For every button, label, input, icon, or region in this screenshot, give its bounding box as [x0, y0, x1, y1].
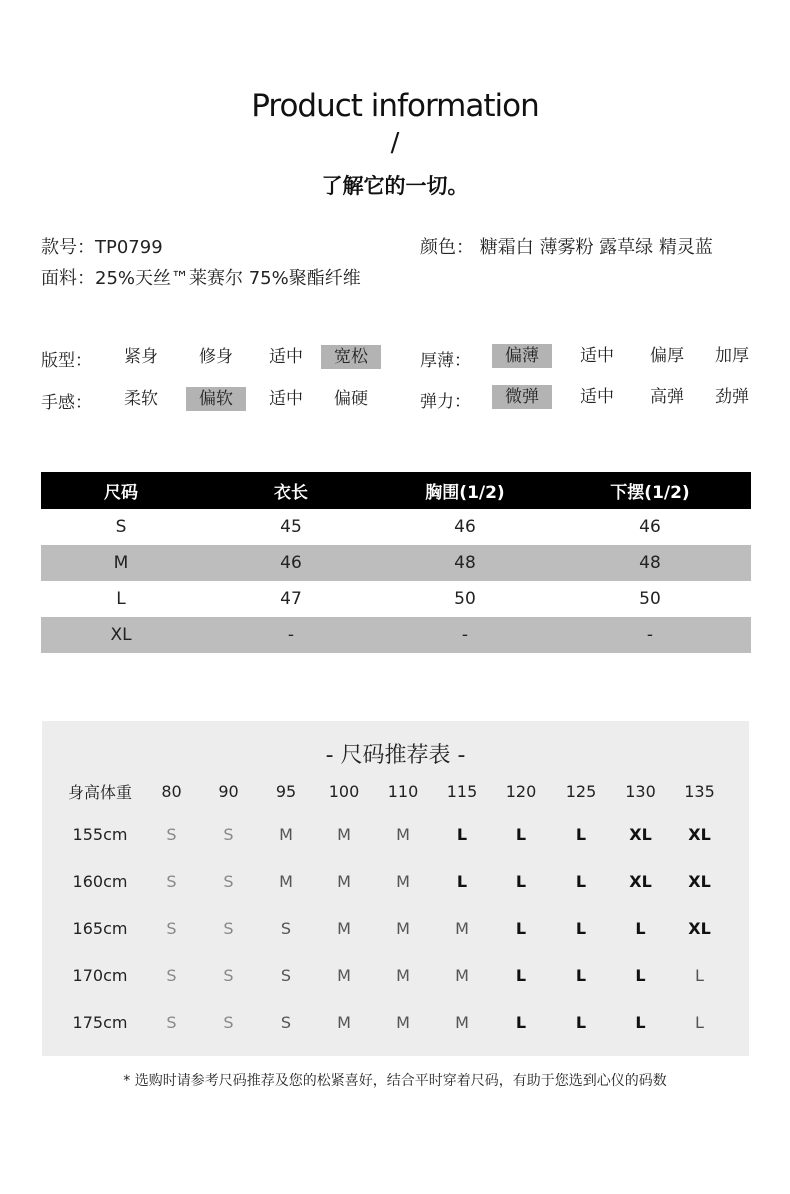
- weight-header-cell: 100: [328, 781, 360, 801]
- page-subtitle: 了解它的一切。: [321, 174, 469, 198]
- weight-header-cell: 115: [446, 781, 478, 801]
- size-cell: S: [166, 966, 177, 985]
- size-cell: S: [223, 872, 234, 891]
- feel-label: 手感：: [41, 393, 92, 413]
- table-cell: 46: [201, 545, 381, 581]
- weight-header-cell: 130: [625, 781, 656, 801]
- fit-option: 修身: [199, 347, 233, 367]
- size-chart-header-cell: 尺码: [41, 472, 201, 509]
- table-row: [41, 617, 751, 653]
- feel-option: 偏硬: [334, 389, 368, 409]
- table-cell: 50: [639, 589, 661, 609]
- size-cell: L: [575, 919, 587, 938]
- table-cell: S: [115, 517, 127, 537]
- weight-header-cell: 110: [387, 781, 419, 801]
- height-cell: 165cm: [72, 919, 128, 938]
- thickness-option: 加厚: [715, 346, 749, 366]
- size-cell: L: [515, 966, 527, 985]
- fabric-composition: 面料：25%天丝™莱赛尔 75%聚酯纤维: [41, 268, 361, 289]
- size-cell: L: [515, 872, 527, 891]
- size-cell: S: [280, 919, 292, 938]
- size-cell: L: [515, 919, 527, 938]
- title-divider: /: [390, 128, 400, 158]
- size-chart-header-cell: 胸围(1/2): [381, 472, 549, 509]
- size-cell: L: [695, 1013, 704, 1032]
- feel-option: 适中: [269, 389, 303, 409]
- size-cell: S: [223, 1013, 234, 1032]
- size-cell: L: [515, 825, 527, 844]
- size-cell: M: [279, 825, 293, 844]
- weight-header-cell: 95: [275, 781, 297, 801]
- size-chart: [41, 472, 751, 653]
- weight-header-cell: 120: [505, 781, 537, 801]
- thickness-option: 偏薄: [492, 344, 552, 368]
- thickness-option: 适中: [580, 346, 614, 366]
- size-cell: M: [396, 966, 410, 985]
- size-cell: XL: [629, 825, 652, 844]
- table-cell: -: [381, 617, 549, 653]
- size-cell: L: [515, 1013, 527, 1032]
- table-row: [41, 545, 751, 581]
- height-cell: 155cm: [72, 825, 128, 844]
- table-row: [41, 581, 751, 617]
- table-row: [57, 905, 729, 952]
- stretch-option: 高弹: [650, 387, 684, 407]
- thickness-label: 厚薄：: [420, 351, 471, 371]
- size-cell: L: [575, 966, 587, 985]
- size-cell: XL: [688, 872, 711, 891]
- size-cell: S: [166, 825, 177, 844]
- size-cell: M: [396, 825, 410, 844]
- size-cell: M: [337, 872, 351, 891]
- table-cell: L: [116, 589, 126, 609]
- height-weight-header: 身高体重: [67, 782, 132, 802]
- table-row: [57, 811, 729, 858]
- table-cell: 46: [639, 517, 661, 537]
- height-cell: 170cm: [72, 966, 128, 985]
- size-cell: L: [635, 919, 646, 938]
- table-row: [57, 952, 729, 999]
- stretch-option: 适中: [580, 387, 614, 407]
- size-cell: L: [635, 966, 646, 985]
- table-cell: -: [201, 617, 381, 653]
- size-cell: L: [575, 825, 587, 844]
- size-cell: M: [396, 872, 410, 891]
- size-cell: S: [280, 966, 292, 985]
- size-cell: L: [456, 825, 468, 844]
- table-cell: 48: [381, 545, 549, 581]
- weight-header-cell: 125: [565, 781, 597, 801]
- size-cell: M: [337, 1013, 351, 1032]
- weight-header-cell: 80: [161, 781, 182, 801]
- table-cell: 47: [280, 589, 302, 609]
- size-cell: M: [337, 966, 351, 985]
- size-cell: XL: [688, 825, 711, 844]
- stretch-option: 劲弹: [715, 387, 749, 407]
- size-chart-header: [41, 472, 751, 509]
- height-cell: 160cm: [72, 872, 128, 891]
- size-recommendation-panel: [42, 721, 749, 1056]
- page-title: Product information: [251, 88, 539, 124]
- size-cell: L: [575, 872, 587, 891]
- size-cell: L: [575, 1013, 587, 1032]
- size-cell: XL: [688, 919, 711, 938]
- table-cell: XL: [41, 617, 201, 653]
- stretch-label: 弹力：: [420, 392, 471, 412]
- size-cell: M: [396, 919, 410, 938]
- size-cell: M: [279, 872, 293, 891]
- fit-option: 紧身: [124, 347, 158, 367]
- size-cell: M: [455, 1013, 469, 1032]
- table-row: [57, 999, 729, 1046]
- size-cell: S: [166, 1013, 177, 1032]
- feel-option: 柔软: [124, 389, 158, 409]
- fit-option: 宽松: [321, 345, 381, 369]
- size-chart-header-cell: 衣长: [201, 472, 381, 509]
- size-chart-header-cell: 下摆(1/2): [549, 472, 751, 509]
- size-cell: S: [166, 872, 177, 891]
- table-cell: M: [41, 545, 201, 581]
- size-cell: L: [635, 1013, 646, 1032]
- table-row: [41, 509, 751, 545]
- fit-option: 适中: [269, 347, 303, 367]
- size-cell: L: [695, 966, 704, 985]
- thickness-option: 偏厚: [650, 346, 684, 366]
- size-cell: M: [455, 919, 469, 938]
- size-cell: S: [223, 919, 234, 938]
- stretch-option: 微弹: [492, 385, 552, 409]
- size-advice-note: * 选购时请参考尺码推荐及您的松紧喜好，结合平时穿着尺码，有助于您选到心仪的码数: [123, 1073, 667, 1089]
- size-cell: M: [396, 1013, 410, 1032]
- table-row: [57, 858, 729, 905]
- table-cell: 50: [454, 589, 476, 609]
- table-cell: -: [549, 617, 751, 653]
- size-cell: XL: [629, 872, 652, 891]
- weight-header-cell: 135: [684, 781, 715, 801]
- recommendation-header-row: [57, 771, 729, 811]
- height-cell: 175cm: [72, 1013, 128, 1032]
- size-recommendation-table: [57, 771, 729, 1046]
- table-cell: 48: [549, 545, 751, 581]
- size-cell: S: [223, 966, 234, 985]
- fit-label: 版型：: [41, 351, 92, 371]
- size-cell: L: [456, 872, 468, 891]
- size-cell: S: [280, 1013, 292, 1032]
- table-cell: 45: [280, 517, 302, 537]
- weight-header-cell: 90: [218, 781, 239, 801]
- feel-option: 偏软: [186, 387, 246, 411]
- size-cell: S: [223, 825, 234, 844]
- size-cell: M: [337, 825, 351, 844]
- size-cell: S: [166, 919, 177, 938]
- style-number: 款号：TP0799: [41, 237, 163, 258]
- size-recommendation-title: - 尺码推荐表 -: [325, 743, 466, 768]
- size-cell: M: [455, 966, 469, 985]
- size-cell: M: [337, 919, 351, 938]
- table-cell: 46: [454, 517, 476, 537]
- color-options: 颜色： 糖霜白 薄雾粉 露草绿 精灵蓝: [420, 237, 713, 258]
